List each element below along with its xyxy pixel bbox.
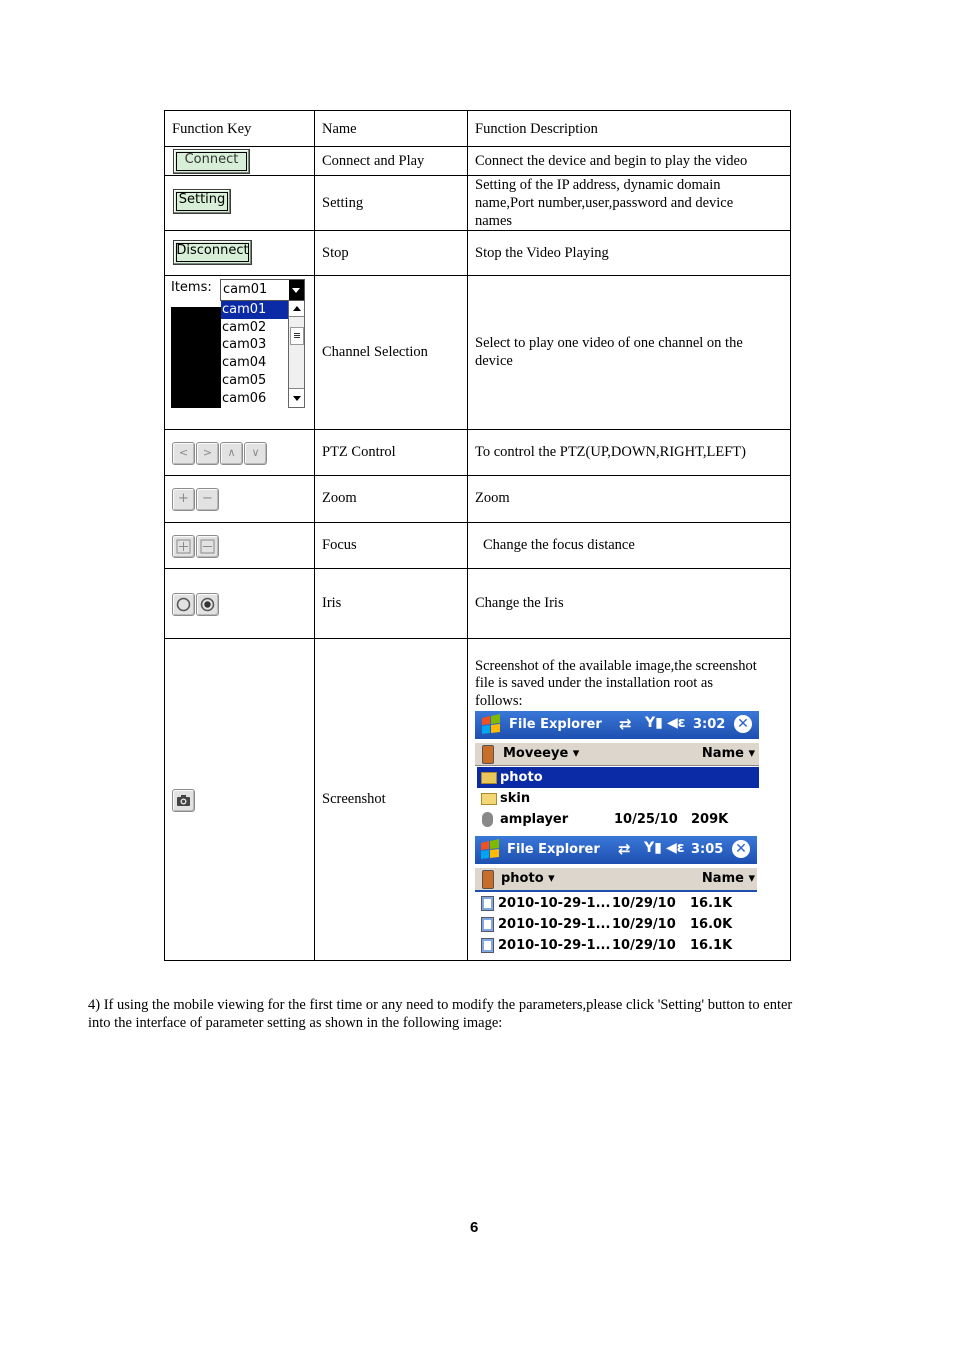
row-stop-name: Stop — [322, 245, 349, 261]
device-icon — [482, 745, 494, 764]
channel-option[interactable]: cam01 — [221, 301, 288, 319]
explorer-title: File Explorer — [509, 717, 602, 732]
zoom-in-button[interactable]: + — [172, 488, 195, 511]
image-file-icon — [481, 917, 494, 932]
setting-button[interactable] — [173, 189, 231, 214]
channel-option[interactable]: cam02 — [221, 319, 288, 337]
row-stop-desc: Stop the Video Playing — [475, 245, 609, 261]
row-connect-name: Connect and Play — [322, 153, 425, 169]
scroll-up-icon[interactable] — [289, 301, 304, 317]
zoom-out-button[interactable]: − — [196, 488, 219, 511]
row-zoom-name: Zoom — [322, 490, 357, 506]
disconnect-button[interactable] — [173, 240, 252, 265]
channel-option[interactable]: cam05 — [221, 372, 288, 390]
explorer-titlebar — [475, 711, 759, 739]
channel-option[interactable]: cam03 — [221, 336, 288, 354]
screenshot-button[interactable] — [172, 789, 195, 812]
explorer-titlebar — [475, 836, 757, 864]
setting-button-label: Setting — [178, 192, 226, 207]
folder-dropdown-label: Moveeye — [503, 746, 569, 761]
connect-button[interactable] — [173, 149, 250, 174]
row-screenshot-desc-line-2: file is saved under the installation root as — [475, 675, 713, 691]
explorer-clock: 3:02 — [693, 717, 726, 732]
file-row-date: 10/29/10 — [612, 938, 676, 953]
row-ptz-name: PTZ Control — [322, 444, 396, 460]
instruction-paragraph-line-1: 4) If using the mobile viewing for the first time or any need to modify the parameters,please click 'Setting' button to enter — [88, 997, 793, 1013]
file-row-size: 16.1K — [690, 896, 733, 911]
camera-icon — [173, 790, 194, 811]
image-file-icon — [481, 896, 494, 911]
app-icon — [482, 812, 493, 827]
channel-dropdown-value: cam01 — [223, 282, 268, 297]
instruction-paragraph-line-2: into the interface of parameter setting as shown in the following image: — [88, 1015, 503, 1031]
focus-far-icon — [197, 536, 218, 557]
folder-icon — [481, 793, 497, 805]
row-screenshot-desc-line-3: follows: — [475, 693, 523, 709]
header-function-key: Function Key — [172, 121, 252, 137]
sync-icon: ⇄ — [619, 715, 632, 733]
signal-icon: Y▮ — [645, 715, 663, 731]
file-row[interactable] — [477, 914, 757, 935]
row-setting-desc-line-2: name,Port number,user,password and device — [475, 195, 734, 211]
chevron-down-icon[interactable] — [289, 280, 304, 300]
sort-dropdown-label: Name — [701, 871, 744, 886]
file-row[interactable] — [477, 809, 759, 830]
focus-near-button[interactable] — [172, 535, 195, 558]
signal-icon: Y▮ — [644, 840, 662, 856]
file-explorer-screenshot-1 — [475, 711, 759, 831]
row-connect-desc: Connect the device and begin to play the video — [475, 153, 748, 169]
file-row-name: amplayer — [500, 812, 569, 827]
focus-near-icon — [173, 536, 194, 557]
scroll-down-icon[interactable] — [289, 388, 304, 407]
scroll-thumb[interactable] — [290, 327, 304, 345]
folder-icon — [481, 772, 497, 784]
channel-dropdown[interactable] — [220, 279, 305, 301]
channel-option[interactable]: cam04 — [221, 354, 288, 372]
row-setting-desc-line-3: names — [475, 213, 513, 229]
channel-list — [171, 301, 305, 408]
device-icon — [482, 870, 494, 889]
speaker-icon: ◀ε — [666, 840, 685, 856]
header-function-description: Function Description — [475, 121, 598, 137]
iris-close-icon — [197, 594, 218, 615]
explorer-title: File Explorer — [507, 842, 600, 857]
disconnect-button-label: Disconnect — [176, 243, 249, 258]
iris-open-button[interactable] — [172, 593, 195, 616]
file-row-size: 16.1K — [690, 938, 733, 953]
file-row-size: 209K — [691, 812, 729, 827]
folder-dropdown-label: photo — [501, 871, 544, 886]
page-number: 6 — [470, 1219, 479, 1236]
header-name: Name — [322, 121, 357, 137]
sort-dropdown[interactable]: Name ▾ — [701, 871, 755, 886]
close-icon[interactable]: ✕ — [734, 715, 752, 733]
iris-close-button[interactable] — [196, 593, 219, 616]
image-file-icon — [481, 938, 494, 953]
channel-list-scrollbar[interactable] — [288, 301, 305, 408]
speaker-icon: ◀ε — [667, 715, 686, 731]
row-focus-desc: Change the focus distance — [483, 537, 635, 553]
file-row-name: 2010-10-29-1... — [498, 938, 611, 953]
iris-open-icon — [173, 594, 194, 615]
file-row-date: 10/25/10 — [614, 812, 678, 827]
file-row[interactable] — [477, 893, 757, 914]
items-label: Items: — [171, 280, 212, 295]
file-row-size: 16.0K — [690, 917, 733, 932]
file-row-date: 10/29/10 — [612, 917, 676, 932]
row-screenshot-name: Screenshot — [322, 791, 386, 807]
windows-start-icon[interactable] — [479, 713, 503, 737]
row-setting-desc-line-1: Setting of the IP address, dynamic domain — [475, 177, 721, 193]
ptz-up-button[interactable]: ∧ — [220, 442, 243, 465]
folder-dropdown[interactable]: Moveeye ▾ — [503, 746, 580, 761]
row-screenshot-desc-line-1: Screenshot of the available image,the screenshot — [475, 658, 757, 674]
row-iris-name: Iris — [322, 595, 342, 611]
sync-icon: ⇄ — [618, 840, 631, 858]
folder-dropdown[interactable]: photo ▾ — [501, 871, 555, 886]
row-setting-name: Setting — [322, 195, 364, 211]
file-row-name: skin — [500, 791, 531, 806]
file-row-name: 2010-10-29-1... — [498, 896, 611, 911]
explorer-clock: 3:05 — [691, 842, 724, 857]
file-row-name: photo — [500, 770, 543, 785]
file-explorer-screenshot-2 — [475, 836, 759, 956]
sort-dropdown-label: Name — [701, 746, 744, 761]
row-iris-desc: Change the Iris — [475, 595, 564, 611]
explorer-folderbar — [475, 743, 759, 766]
windows-start-icon[interactable] — [478, 838, 502, 862]
file-row-name: 2010-10-29-1... — [498, 917, 611, 932]
connect-button-label: Connect — [184, 152, 239, 167]
row-channel-desc-line-2: device — [475, 353, 513, 369]
row-ptz-desc: To control the PTZ(UP,DOWN,RIGHT,LEFT) — [475, 444, 746, 460]
focus-far-button[interactable] — [196, 535, 219, 558]
explorer-folderbar — [475, 868, 757, 892]
row-channel-name: Channel Selection — [322, 344, 428, 360]
row-zoom-desc: Zoom — [475, 490, 510, 506]
ptz-left-button[interactable]: < — [172, 442, 195, 465]
file-row[interactable] — [477, 767, 759, 788]
channel-selection-widget — [171, 279, 305, 408]
ptz-right-button[interactable]: > — [196, 442, 219, 465]
close-icon[interactable]: ✕ — [732, 840, 750, 858]
row-focus-name: Focus — [322, 537, 357, 553]
channel-option[interactable]: cam06 — [221, 390, 288, 408]
row-channel-desc-line-1: Select to play one video of one channel on the — [475, 335, 743, 351]
file-row[interactable] — [477, 788, 759, 809]
file-row[interactable] — [477, 935, 757, 956]
ptz-down-button[interactable]: ∨ — [244, 442, 267, 465]
sort-dropdown[interactable]: Name ▾ — [701, 746, 755, 761]
file-row-date: 10/29/10 — [612, 896, 676, 911]
